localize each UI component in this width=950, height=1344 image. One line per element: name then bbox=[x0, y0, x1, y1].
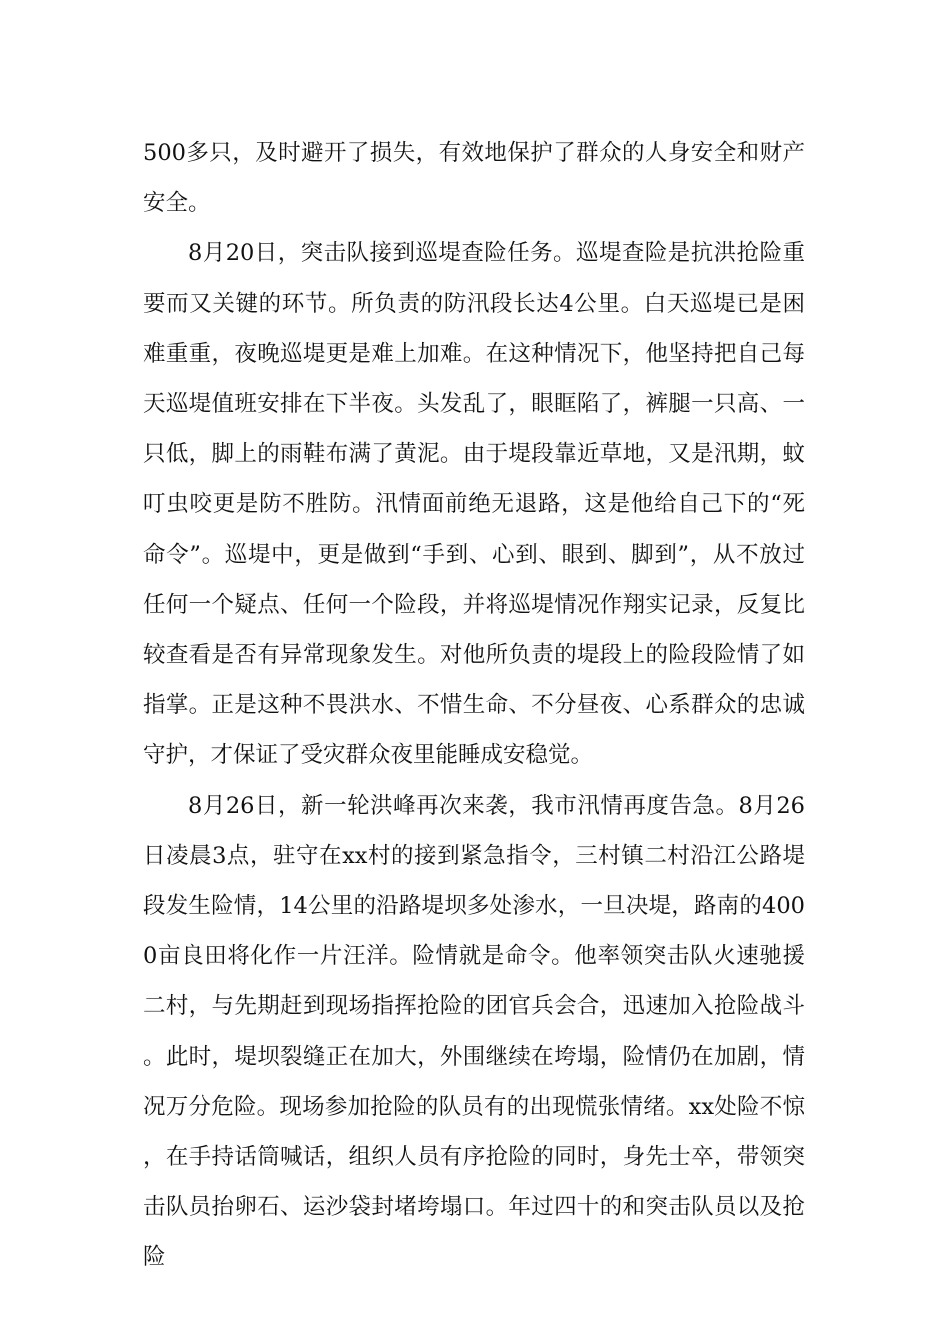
paragraph-3: 8月26日，新一轮洪峰再次来袭，我市汛情再度告急。8月26日凌晨3点，驻守在xx村的接到紧急指令，三村镇二村沿江公路堤段发生险情，14公里的沿路堤坝多处渗水，一旦决堤，路南的4000亩良田将化作一片汪洋。险情就是命令。他率领突击队火速驰援二村，与先期赶到现场指挥抢险的团官兵会合，迅速加入抢险战斗。此时，堤坝裂缝正在加大，外围继续在垮塌，险情仍在加剧，情况万分危险。现场参加抢险的队员有的出现慌张情绪。xx处险不惊，在手持话筒喊话，组织人员有序抢险的同时，身先士卒，带领突击队员抬卵石、运沙袋封堵垮塌口。年过四十的和突击队员以及抢险 bbox=[143, 792, 805, 1271]
paragraph-1: 500多只，及时避开了损失，有效地保护了群众的人身安全和财产安全。 bbox=[143, 140, 805, 217]
document-page bbox=[143, 128, 805, 1283]
paragraph-2: 8月20日，突击队接到巡堤查险任务。巡堤查险是抗洪抢险重要而又关键的环节。所负责的防汛段长达4公里。白天巡堤已是困难重重，夜晚巡堤更是难上加难。在这种情况下，他坚持把自己每天巡堤值班安排在下半夜。头发乱了，眼眶陷了，裤腿一只高、一只低，脚上的雨鞋布满了黄泥。由于堤段靠近草地，又是汛期，蚊叮虫咬更是防不胜防。汛情面前绝无退路，这是他给自己下的“死命令”。巡堤中，更是做到“手到、心到、眼到、脚到”，从不放过任何一个疑点、任何一个险段，并将巡堤情况作翔实记录，反复比较查看是否有异常现象发生。对他所负责的堤段上的险段险情了如指掌。正是这种不畏洪水、不惜生命、不分昼夜、心系群众的忠诚守护，才保证了受灾群众夜里能睡成安稳觉。 bbox=[143, 240, 805, 769]
